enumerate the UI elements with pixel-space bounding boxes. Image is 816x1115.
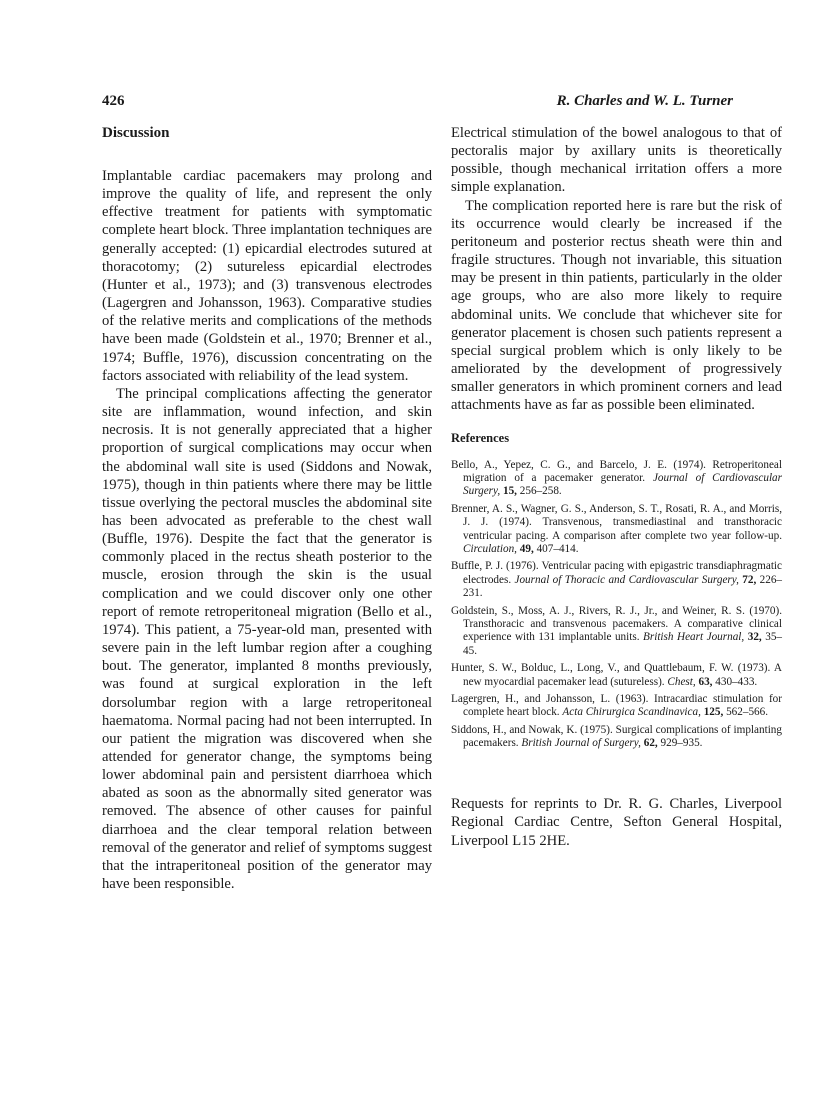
left-column — [102, 124, 432, 893]
reference-item: Lagergren, H., and Johansson, L. (1963). Intracardiac stimulation for complete heart block. Acta Chirurgica Scandinavica, 125, 562–566. — [451, 693, 782, 719]
discussion-paragraph-2: The principal complications affecting the generator site are inflammation, wound infection, and skin necrosis. It is not generally appreciated that a higher proportion of surgical complications may occur when the abdominal wall site is used (Siddons and Nowak, 1975), though in thin patients where there may be little tissue overlying the pectoral muscles the abdominal site has been advocated as preferable to the chest wall (Buffle, 1976). Despite the fact that the generator is commonly placed in the rectus sheath posterior to the muscle, erosion through the skin is the usual complication and we could discover only one other report of remote retroperitoneal migration (Bello et al., 1974). This patient, a 75-year-old man, presented with severe pain in the left lumbar region after a coughing bout. The generator, implanted 8 months previously, was found at surgical exploration in the left dorsolumbar region with a large retroperitoneal haematoma. Normal pacing had not been interrupted. In our patient the migration was discovered when she attended for generator change, the symptoms being lower abdominal pain and persistent diarrhoea which abated as soon as the abnormally sited generator was removed. The absence of other causes for painful diarrhoea and the clear temporal relation between removal of the generator and relief of symptoms suggest that the intraperitoneal position of the generator may have been responsible. — [102, 385, 432, 893]
discussion-paragraph-4: The complication reported here is rare but the risk of its occurrence would clearly be increased if the peritoneum and posterior rectus sheath were thin and fragile structures. Though not invariable, this situation may be present in thin patients, particularly in the older age groups, who are also more likely to require abdominal units. We conclude that whichever site for generator placement is chosen such patients represent a special surgical problem which is only likely to be ameliorated by the development of progressively smaller generators in which prominent corners and lead attachments have as far as possible been eliminated. — [451, 197, 782, 414]
reference-item: Hunter, S. W., Bolduc, L., Long, V., and Quattlebaum, F. W. (1973). A new myocardial pacemaker lead (sutureless). Chest, 63, 430–433. — [451, 662, 782, 688]
discussion-heading: Discussion — [102, 125, 170, 141]
right-column — [451, 124, 782, 755]
reference-list — [451, 459, 782, 751]
reference-item: Goldstein, S., Moss, A. J., Rivers, R. J., Jr., and Weiner, R. S. (1970). Transthoracic and transvenous pacemakers. A comparative clinical experience with 131 implantable units. British Heart Journal, 32, 35–45. — [451, 604, 783, 657]
references-heading: References — [451, 430, 510, 445]
reference-item: Siddons, H., and Nowak, K. (1975). Surgical complications of implanting pacemakers. British Journal of Surgery, 62, 929–935. — [451, 723, 782, 750]
running-head: R. Charles and W. L. Turner — [556, 93, 733, 109]
reprint-request: Requests for reprints to Dr. R. G. Charles, Liverpool Regional Cardiac Centre, Sefton General Hospital, Liverpool L15 2HE. — [451, 796, 782, 849]
discussion-paragraph-1: Implantable cardiac pacemakers may prolong and improve the quality of life, and represent the only effective treatment for patients with symptomatic complete heart block. Three implantation techniques are generally accepted: (1) epicardial electrodes sutured at thoracotomy; (2) sutureless epicardial electrodes (Hunter et al., 1973); and (3) transvenous electrodes (Lagergren and Johansson, 1963). Comparative studies of the relative merits and complications of the methods have been made (Goldstein et al., 1970; Brenner et al., 1974; Buffle, 1976), discussion concentrating on the factors associated with reliability of the lead system. — [102, 168, 432, 384]
reference-item: Buffle, P. J. (1976). Ventricular pacing with epigastric transdiaphragmatic electrodes. Journal of Thoracic and Cardiovascular Surgery, 72, 226–231. — [451, 560, 783, 600]
discussion-paragraph-3: Electrical stimulation of the bowel analogous to that of pectoralis major by axillary units is theoretically possible, though mechanical irritation offers a more simple explanation. — [451, 125, 782, 196]
reference-item: Bello, A., Yepez, C. G., and Barcelo, J. E. (1974). Retroperitoneal migration of a pacemaker generator. Journal of Cardiovascular Surgery, 15, 256–258. — [451, 458, 782, 498]
reference-item: Brenner, A. S., Wagner, G. S., Anderson, S. T., Rosati, R. A., and Morris, J. J. (1974). Transvenous, transmediastinal and transthoracic ventricular pacing. A comparison after complete two year follow-up. Circulation, 49, 407–414. — [451, 502, 782, 555]
page-number: 426 — [102, 93, 125, 109]
